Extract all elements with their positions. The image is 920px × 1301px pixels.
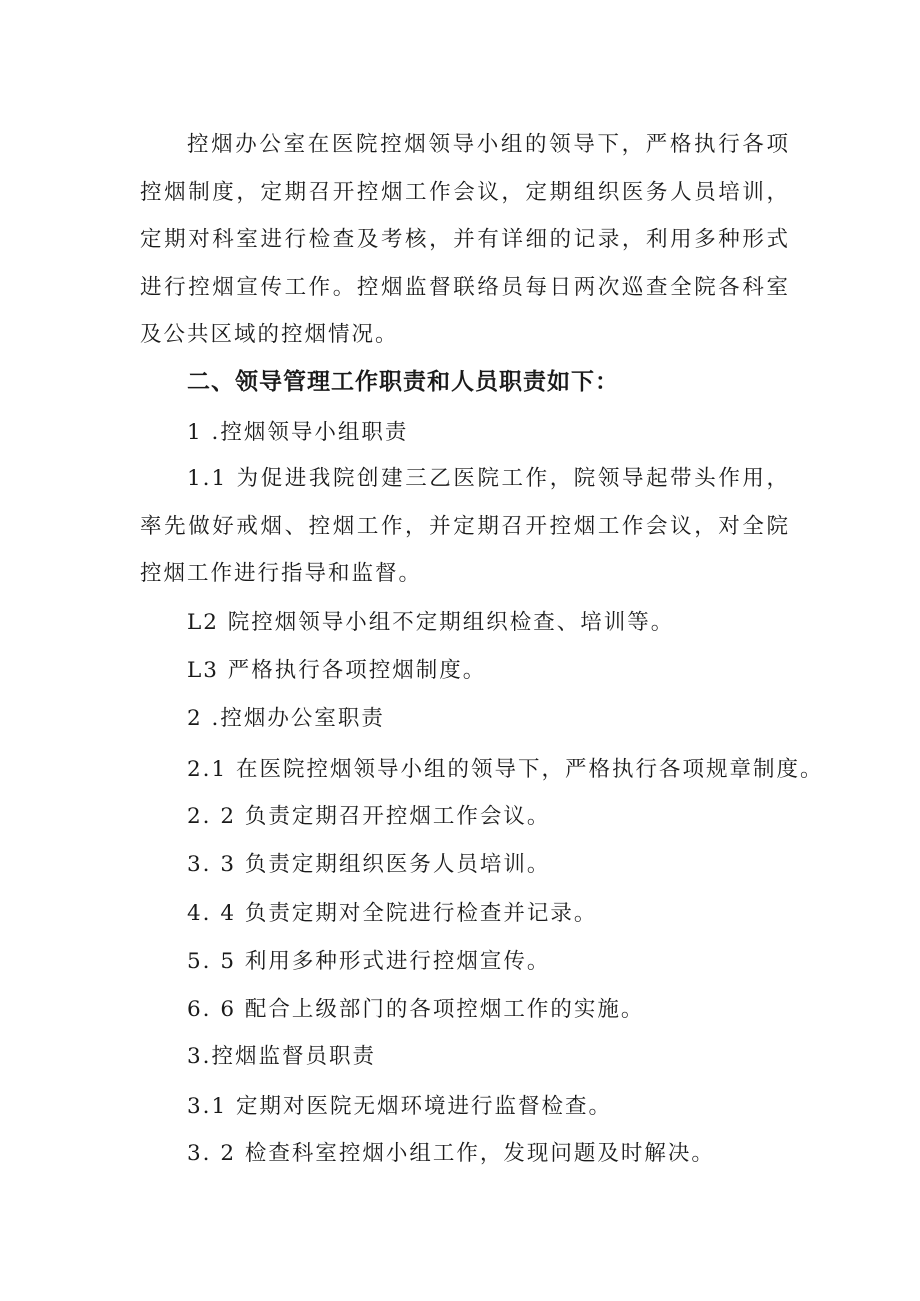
office-duties-item-5-5: 5. 5 利用多种形式进行控烟宣传。 xyxy=(187,949,551,974)
group-duties-item-1-1: 1.1 为促进我院创建三乙医院工作，院领导起带头作用，率先做好戒烟、控烟工作，并定期召开控烟工作会议，对全院控烟工作进行指导和监督。 xyxy=(140,466,790,586)
supervisor-duties-item-3-2: 3. 2 检查科室控烟小组工作，发现问题及时解决。 xyxy=(187,1141,715,1166)
group-duties-title: 1 .控烟领导小组职责 xyxy=(187,420,409,445)
office-duties-item-6-6: 6. 6 配合上级部门的各项控烟工作的实施。 xyxy=(187,997,645,1022)
intro-paragraph: 控烟办公室在医院控烟领导小组的领导下，严格执行各项控烟制度，定期召开控烟工作会议，定期组织医务人员培训，定期对科室进行检查及考核，并有详细的记录，利用多种形式进行控烟宣传工作。控烟监督联络员每日两次巡查全院各科室及公共区域的控烟情况。 xyxy=(140,132,790,347)
office-duties-title: 2 .控烟办公室职责 xyxy=(187,706,385,731)
group-duties-item-1-3: L3 严格执行各项控烟制度。 xyxy=(187,658,487,683)
section-heading: 二、领导管理工作职责和人员职责如下： xyxy=(187,369,619,395)
group-duties-item-1-2: L2 院控烟领导小组不定期组织检查、培训等。 xyxy=(187,610,675,635)
office-duties-item-2-1: 2.1 在医院控烟领导小组的领导下，严格执行各项规章制度。 xyxy=(187,757,824,782)
office-duties-item-2-2: 2. 2 负责定期召开控烟工作会议。 xyxy=(187,804,551,829)
supervisor-duties-item-3-1: 3.1 定期对医院无烟环境进行监督检查。 xyxy=(187,1094,613,1119)
supervisor-duties-title: 3.控烟监督员职责 xyxy=(187,1044,377,1069)
office-duties-item-4-4: 4. 4 负责定期对全院进行检查并记录。 xyxy=(187,901,598,926)
office-duties-item-3-3: 3. 3 负责定期组织医务人员培训。 xyxy=(187,852,551,877)
